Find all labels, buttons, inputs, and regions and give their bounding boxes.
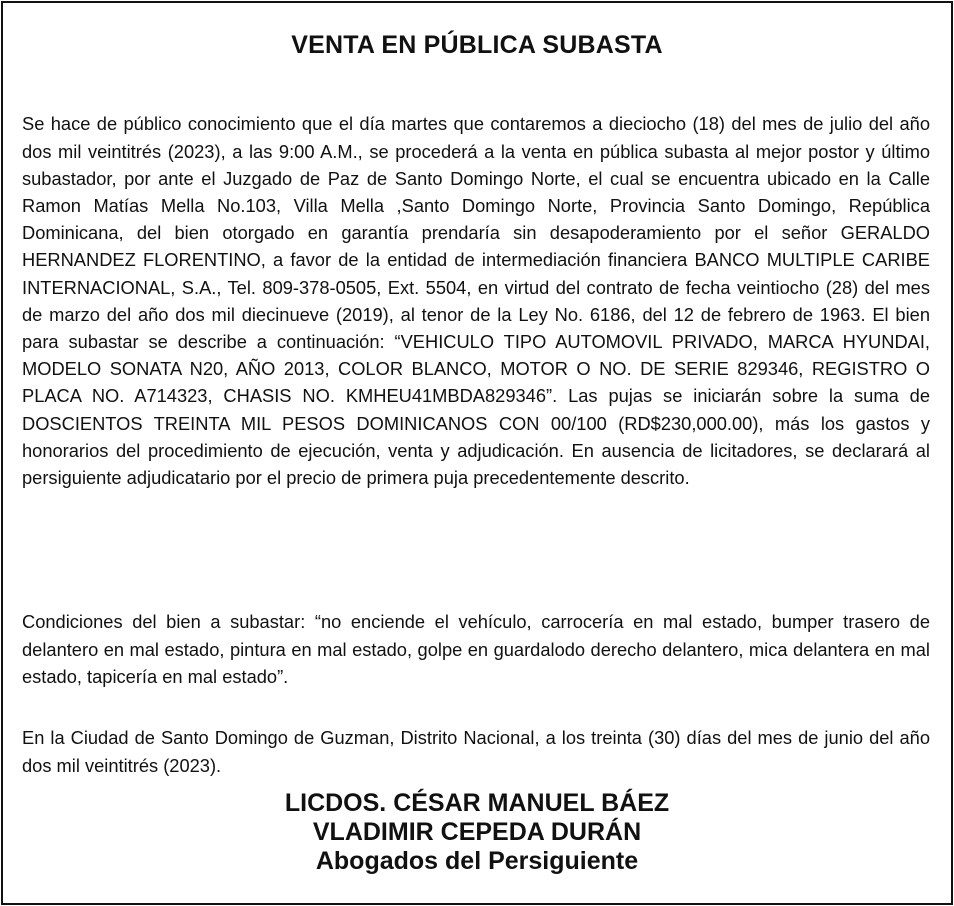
sale-details-paragraph: Se hace de público conocimiento que el día martes que contaremos a dieciocho (18) del mes de julio del año dos mil veintitrés (2023), a las 9:00 A.M., se procederá a la venta en pública subasta al mejor postor y último subastador, por ante el Juzgado de Paz de Santo Domingo Norte, el cual se encuentra ubicado en la Calle Ramon Matías Mella No.103, Villa Mella ,Santo Domingo Norte, Provincia Santo Domingo, República Dominicana, del bien otorgado en garantía prendaría sin desapoderamiento por el señor GERALDO HERNANDEZ FLORENTINO, a favor de la entidad de intermediación financiera BANCO MULTIPLE CARIBE INTERNACIONAL, S.A., Tel. 809-378-0505, Ext. 5504, en virtud del contrato de fecha veintiocho (28) del mes de marzo del año dos mil diecinueve (2019), al tenor de la Ley No. 6186, del 12 de febrero de 1963. El bien para subastar se describe a continuación: “VEHICULO TIPO AUTOMOVIL PRIVADO, MARCA HYUNDAI, MODELO SONATA N20, AÑO 2013, COLOR BLANCO, MOTOR O NO. DE SERIE 829346, REGISTRO O PLACA NO. A714323, CHASIS NO. KMHEU41MBDA829346”. Las pujas se iniciarán sobre la suma de DOSCIENTOS TREINTA MIL PESOS DOMINICANOS CON 00/100 (RD$230,000.00), más los gastos y honorarios del procedimiento de ejecución, venta y adjudicación. En ausencia de licitadores, se declarará al persiguiente adjudicatario por el precio de primera puja precedentemente descrito. xyxy=(22,113,930,488)
place-date-paragraph: En la Ciudad de Santo Domingo de Guzman, Distrito Nacional, a los treinta (30) días del mes de junio del año dos mil veintitrés (2023). xyxy=(22,727,930,776)
signature-line-second-attorney: VLADIMIR CEPEDA DURÁN xyxy=(312,818,642,846)
notice-title: VENTA EN PÚBLICA SUBASTA xyxy=(291,31,663,59)
signature-line-role: Abogados del Persiguiente xyxy=(315,847,639,875)
legal-notice xyxy=(1,1,953,905)
conditions-paragraph: Condiciones del bien a subastar: “no enciende el vehículo, carrocería en mal estado, bumper trasero de delantero en mal estado, pintura en mal estado, golpe en guardalodo derecho delantero, mica delantera en mal estado, tapicería en mal estado”. xyxy=(22,611,930,687)
signature-line-attorneys: LICDOS. CÉSAR MANUEL BÁEZ xyxy=(284,789,670,817)
signature-block xyxy=(3,789,951,876)
